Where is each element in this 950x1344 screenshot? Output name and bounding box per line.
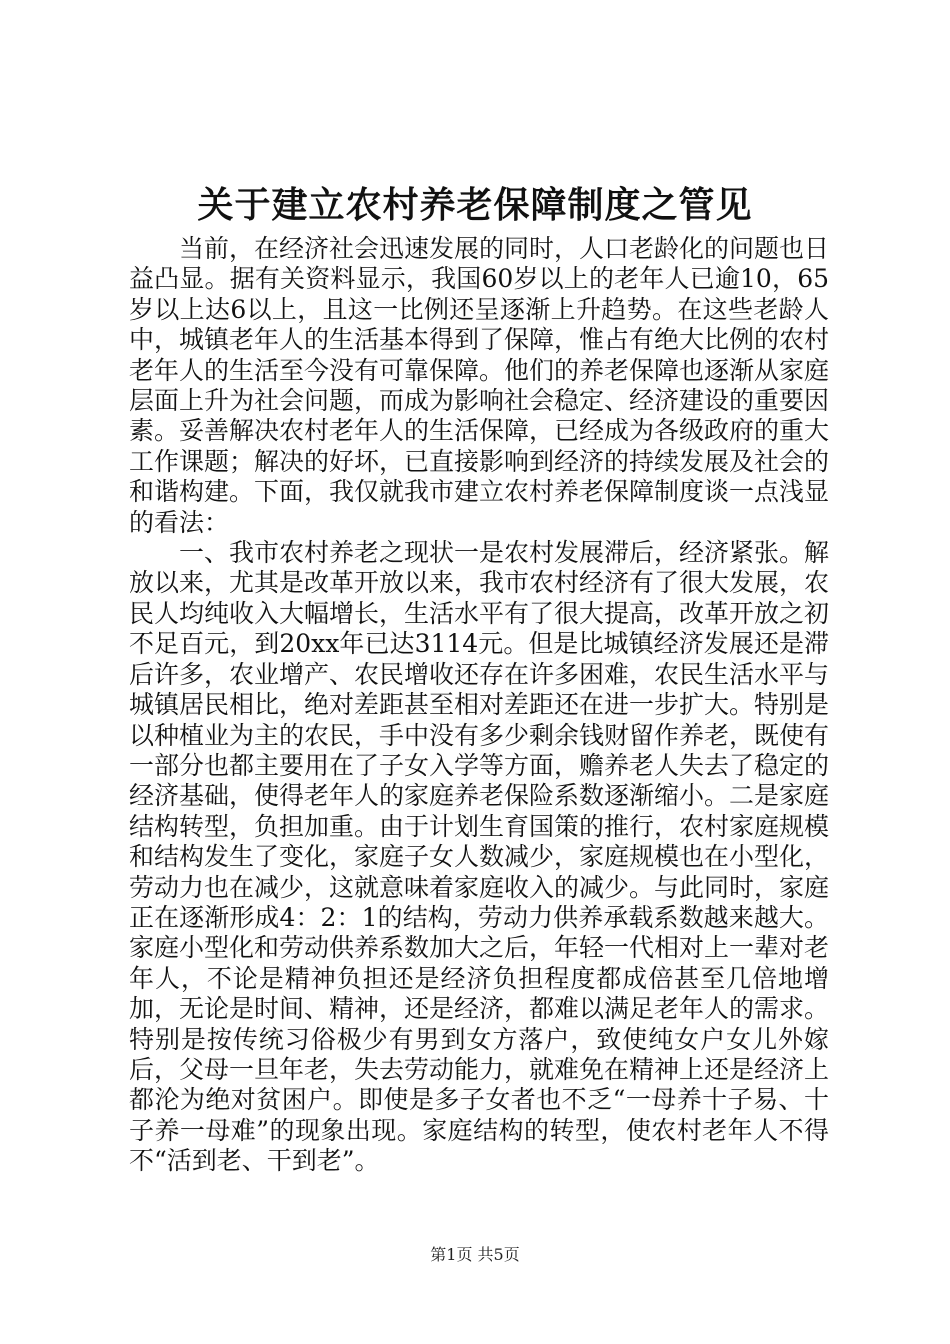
paragraph-intro: 当前，在经济社会迅速发展的同时，人口老龄化的问题也日益凸显。据有关资料显示，我国60岁以上的老年人已逾10，65岁以上达6以上，且这一比例还呈逐渐上升趋势。在这些老龄人中，城镇老年人的生活基本得到了保障，惟占有绝大比例的农村老年人的生活至今没有可靠保障。他们的养老保障也逐渐从家庭层面上升为社会问题，而成为影响社会稳定、经济建设的重要因素。妥善解决农村老年人的生活保障，已经成为各级政府的重大工作课题；解决的好坏，已直接影响到经济的持续发展及社会的和谐构建。下面，我仅就我市建立农村养老保障制度谈一点浅显的看法： xyxy=(129,234,830,537)
paragraph-current-status: 一、我市农村养老之现状一是农村发展滞后，经济紧张。解放以来，尤其是改革开放以来，我市农村经济有了很大发展，农民人均纯收入大幅增长，生活水平有了很大提高，改革开放之初不足百元，到20xx年已达3114元。但是比城镇经济发展还是滞后许多，农业增产、农民增收还存在许多困难，农民生活水平与城镇居民相比，绝对差距甚至相对差距还在进一步扩大。特别是以种植业为主的农民，手中没有多少剩余钱财留作养老，既使有一部分也都主要用在了子女入学等方面，赡养老人失去了稳定的经济基础，使得老年人的家庭养老保险系数逐渐缩小。二是家庭结构转型，负担加重。由于计划生育国策的推行，农村家庭规模和结构发生了变化，家庭子女人数减少，家庭规模也在小型化，劳动力也在减少，这就意味着家庭收入的减少。与此同时，家庭正在逐渐形成4：2：1的结构，劳动力供养承载系数越来越大。家庭小型化和劳动供养系数加大之后，年轻一代相对上一辈对老年人，不论是精神负担还是经济负担程度都成倍甚至几倍地增加，无论是时间、精神，还是经济，都难以满足老年人的需求。特别是按传统习俗极少有男到女方落户，致使纯女户女儿外嫁后，父母一旦年老，失去劳动能力，就难免在精神上还是经济上都沦为绝对贫困户。即使是多子女者也不乏“一母养十子易、十子养一母难”的现象出现。家庭结构的转型，使农村老年人不得不“活到老、干到老”。 xyxy=(129,538,830,1176)
document-body xyxy=(129,234,829,1177)
page-number: 第1页 共5页 xyxy=(430,1245,520,1264)
document-title: 关于建立农村养老保障制度之管见 xyxy=(197,184,753,226)
